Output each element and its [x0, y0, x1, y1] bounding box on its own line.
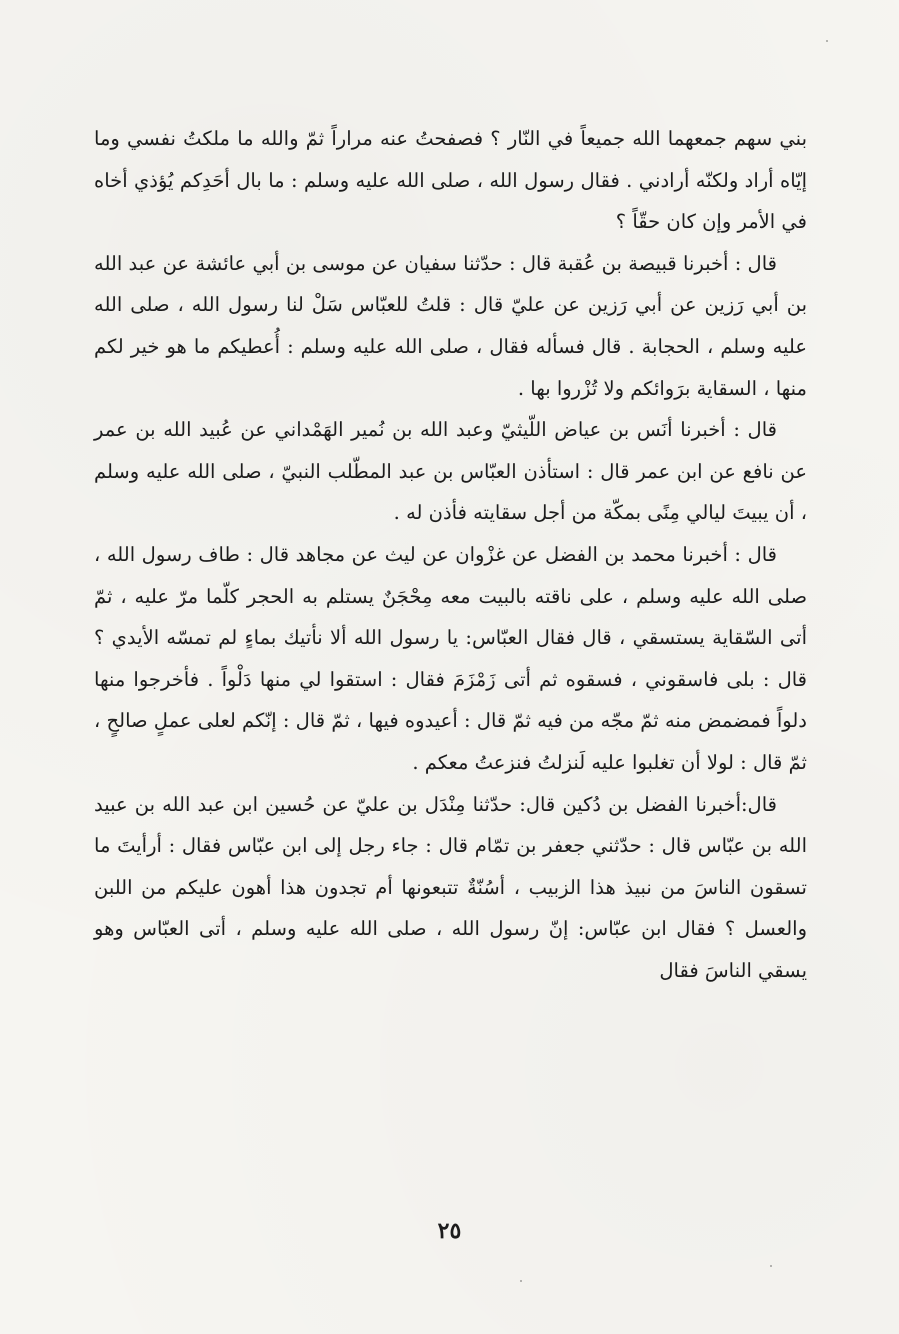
paragraph-3: قال : أخبرنا أنَس بن عياض اللّيثيّ وعبد الله بن نُمير الهَمْداني عن عُبيد الله بن عمر عن نافع عن ابن عمر قال : استأذن العبّاس بن عبد المطّلب النبيّ ، صلى الله عليه وسلم ، أن يبيتَ ليالي مِنًى بمكّة من أجل سقايته فأذن له . [94, 418, 807, 525]
paragraph-4: قال : أخبرنا محمد بن الفضل عن غزْوان عن ليث عن مجاهد قال : طاف رسول الله ، صلى الله عليه وسلم ، على ناقته بالبيت معه مِحْجَنٌ يستلم به الحجر كلّما مرّ عليه ، ثمّ أتى السّقاية يستسقي ، قال فقال العبّاس: يا رسول الله ألا نأتيك بماءٍ لم تمسّه الأيدي ؟ قال : بلى فاسقوني ، فسقوه ثم أتى زَمْزَمَ فقال : استقوا لي منها دَلْواً . فأخرجوا منها دلواً فمضمض منه ثمّ مجّه من فيه ثمّ قال : أعيدوه فيها ، ثمّ قال : إنّكم لعلى عملٍ صالحٍ ، ثمّ قال : لولا أن تغلبوا عليه لَنزلتُ فنزعتُ معكم . [94, 542, 807, 774]
page-number: ٢٥ [437, 1218, 462, 1244]
main-text [94, 118, 807, 991]
paper-speck [770, 1265, 772, 1267]
paper-speck [520, 1280, 522, 1282]
paper-speck [826, 40, 828, 42]
paragraph-2: قال : أخبرنا قبيصة بن عُقبة قال : حدّثنا سفيان عن موسى بن أبي عائشة عن عبد الله بن أبي رَزين عن أبي رَزين عن عليّ قال : قلتُ للعبّاس سَلْ لنا رسول الله ، صلى الله عليه وسلم ، الحجابة . قال فسأله فقال ، صلى الله عليه وسلم : أُعطيكم ما هو خير لكم منها ، السقاية برَوائكم ولا تُزْروا بها . [94, 251, 807, 400]
paragraph-1: بني سهم جمعهما الله جميعاً في النّار ؟ فصفحتُ عنه مراراً ثمّ والله ما ملكتُ نفسي وما إيّاه أراد ولكنّه أرادني . فقال رسول الله ، صلى الله عليه وسلم : ما بال أحَدِكم يُؤذي أخاه في الأمر وإن كان حقّاً ؟ [94, 127, 807, 234]
paragraph-5: قال:أخبرنا الفضل بن دُكين قال: حدّثنا مِنْدَل بن عليّ عن حُسين ابن عبد الله بن عبيد الله بن عبّاس قال : حدّثني جعفر بن تمّام قال : جاء رجل إلى ابن عبّاس فقال : أرأيتَ ما تسقون الناسَ من نبيذ هذا الزبيب ، أسُنّةٌ تتبعونها أم تجدون هذا أهون عليكم من اللبن والعسل ؟ فقال ابن عبّاس: إنّ رسول الله ، صلى الله عليه وسلم ، أتى العبّاس وهو يسقي الناسَ فقال [94, 792, 807, 982]
